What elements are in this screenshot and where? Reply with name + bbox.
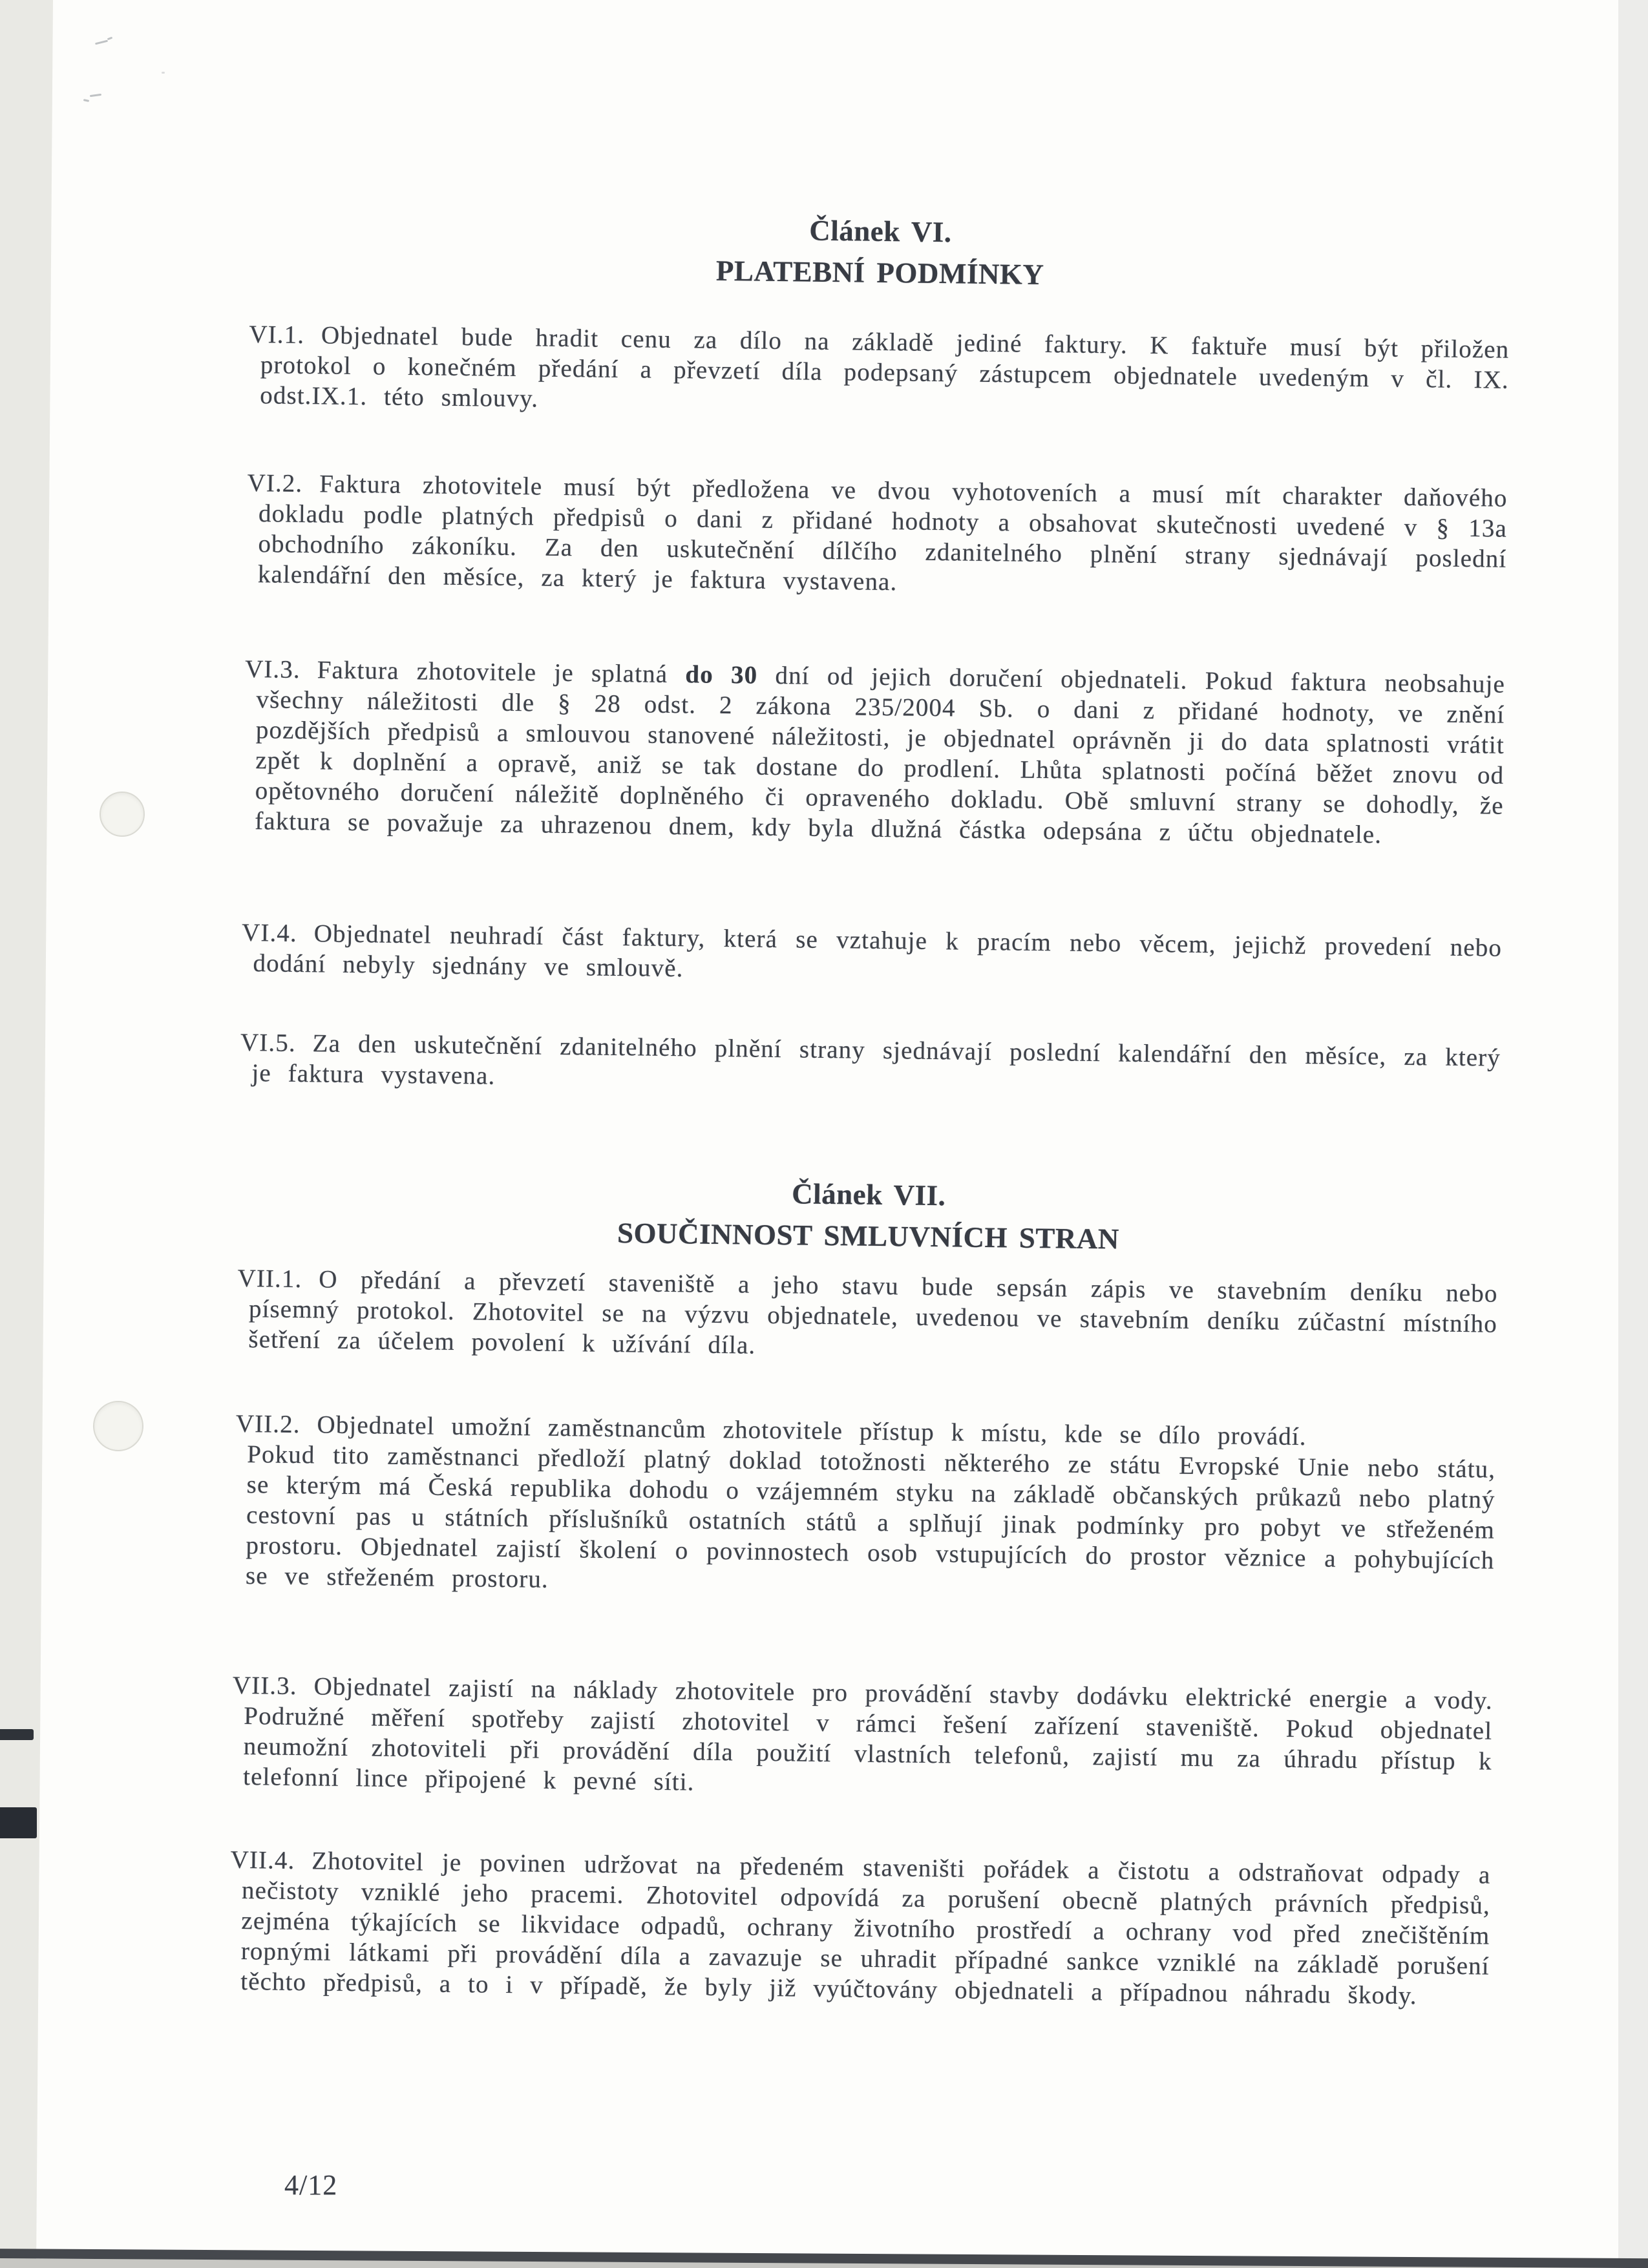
pencil-mark — [95, 40, 108, 45]
pencil-mark — [90, 94, 101, 97]
clause-text-continued: Pokud tito zaměstnanci předloží platný doklad totožnosti některého ze státu Evropské Unie nebo státu, se kterým má Česká republika dohodu o vzájemném styku na základě občanských průkazů nebo platný cestovní pas u státních příslušníků ostatních států a splňují jinak podmínky pro pobyt ve střeženém prostoru. Objednatel zajistí školení o povinnostech osob vstupujících do prostor věznice a pohybujících se ve střeženém prostoru. — [245, 1440, 1496, 1593]
scan-artifact-mark — [0, 1729, 34, 1740]
clause-text: VII.3. Objednatel zajistí na náklady zhotovitele pro provádění stavby dodávku elektrické energie a vody. Podružné měření spotřeby zajistí zhotovitel v rámci řešení zařízení staveniště. Pokud objednatel neumožní zhotoviteli při provádění díla použití vlastních telefonů, zajistí mu za úhradu přístup k telefonní lince připojené k pevné síti. — [232, 1671, 1494, 1796]
scan-edge-left — [0, 0, 54, 2268]
clause-text: VII.1. O předání a převzetí staveniště a jeho stavu bude sepsán zápis ve stavebním deníku nebo písemný protokol. Zhotovitel se na výzvu objednatele, uvedenou ve stavebním deníku zúčastní místního šetření za účelem povolení k užívání díla. — [237, 1264, 1498, 1360]
clause-number: VII.4. — [230, 1845, 295, 1875]
article-heading — [249, 203, 1510, 301]
clause-number: VI.2. — [247, 468, 303, 498]
clause-number: VI.4. — [241, 918, 298, 947]
document-body — [229, 199, 1511, 2012]
clause-text: VI.1. Objednatel bude hradit cenu za dílo na základě jediné faktury. K faktuře musí být přiložen protokol o konečném předání a převzetí díla podepsaný zástupcem objednatele uvedeným v čl. IX. odst.IX.1. této smlouvy. — [249, 320, 1510, 413]
punch-hole — [100, 792, 145, 837]
clause-vii.4 — [229, 1845, 1491, 2012]
scan-artifact-mark — [0, 1807, 37, 1838]
clause-text: VI.5. Za den uskutečnění zdanitelného plnění strany sjednávají poslední kalendářní den měsíce, za který je faktura vystavena. — [240, 1028, 1501, 1090]
clause-number: VI.1. — [249, 320, 305, 350]
clause-vii.2 — [234, 1409, 1496, 1606]
article-title: Článek VI. — [809, 214, 952, 249]
clause-number: VII.3. — [232, 1671, 297, 1701]
clause-vi.5 — [240, 1027, 1501, 1104]
page-number: 4/12 — [284, 2169, 338, 2201]
clause-text: VII.2. Objednatel umožní zaměstnancům zhotovitele přístup k místu, kde se dílo provádí. — [235, 1409, 1307, 1451]
clause-vi.4 — [241, 918, 1502, 994]
clause-vi.1 — [248, 319, 1510, 426]
clause-number: VI.5. — [240, 1028, 296, 1057]
pencil-mark — [83, 99, 89, 102]
clause-text: VII.4. Zhotovitel je povinen udržovat na předeném staveništi pořádek a čistotu a odstraňovat odpady a nečistoty vzniklé jeho pracemi. Zhotovitel odpovídá za porušení obecně platných právních předpisů, zejména týkajících se likvidace odpadů, ochrany životního prostředí a ochrany vod před znečištěním ropnými látkami při provádění díla a zavazuje se uhradit případné sankce vzniklé na základě porušení těchto předpisů, a to i v případě, že byly již vyúčtovány objednateli a případnou náhradu škody. — [230, 1845, 1491, 2010]
article-subtitle: PLATEBNÍ PODMÍNKY — [715, 254, 1044, 291]
article-heading — [238, 1166, 1499, 1265]
clause-vii.3 — [231, 1670, 1493, 1807]
clause-number: VII.1. — [237, 1264, 302, 1294]
bold-term: do 30 — [685, 660, 758, 689]
clause-vi.3 — [243, 654, 1505, 852]
clause-text: VI.4. Objednatel neuhradí část faktury, která se vztahuje k pracím nebo věcem, jejichž provedení nebo dodání nebyly sjednány ve smlouvě. — [241, 918, 1503, 983]
scan-edge-right — [1618, 0, 1648, 2268]
clause-vii.1 — [237, 1263, 1498, 1370]
clause-vi.2 — [246, 468, 1508, 605]
article-section — [240, 203, 1511, 1104]
punch-hole — [93, 1401, 143, 1451]
article-title: Článek VII. — [791, 1177, 946, 1212]
clause-number: VI.3. — [244, 655, 301, 684]
clause-text: VI.2. Faktura zhotovitele musí být předložena ve dvou vyhotoveních a musí mít charakter daňového dokladu podle platných předpisů o dani z přidané hodnoty a obsahovat skutečnosti uvedené v § 13a obchodního zákoníku. Za den uskutečnění dílčího zdanitelného plnění strany sjednávají poslední kalendářní den měsíce, za který je faktura vystavena. — [247, 468, 1508, 596]
article-section — [229, 1166, 1499, 2012]
pencil-mark — [162, 72, 165, 74]
article-subtitle: SOUČINNOST SMLUVNÍCH STRAN — [617, 1217, 1120, 1255]
clause-text: VI.3. Faktura zhotovitele je splatná do 30 dní od jejich doručení objednateli. Pokud faktura neobsahuje všechny náležitosti dle § 28 odst. 2 zákona 235/2004 Sb. o dani z přidané hodnoty, ve znění pozdějších předpisů a smlouvou stanovené náležitosti, je objednatel oprávněn ji do data splatnosti vrátit zpět k doplnění a opravě, aniž se tak dostane do prodlení. Lhůta splatnosti počíná běžet znovu od opětovného doručení náležitě doplněného či opraveného dokladu. Obě smluvní strany se dohodly, že faktura se považuje za uhrazenou dnem, kdy byla dlužná částka odepsána z účtu objednatele. — [244, 655, 1506, 849]
clause-number: VII.2. — [235, 1409, 301, 1439]
pencil-mark — [107, 37, 113, 41]
